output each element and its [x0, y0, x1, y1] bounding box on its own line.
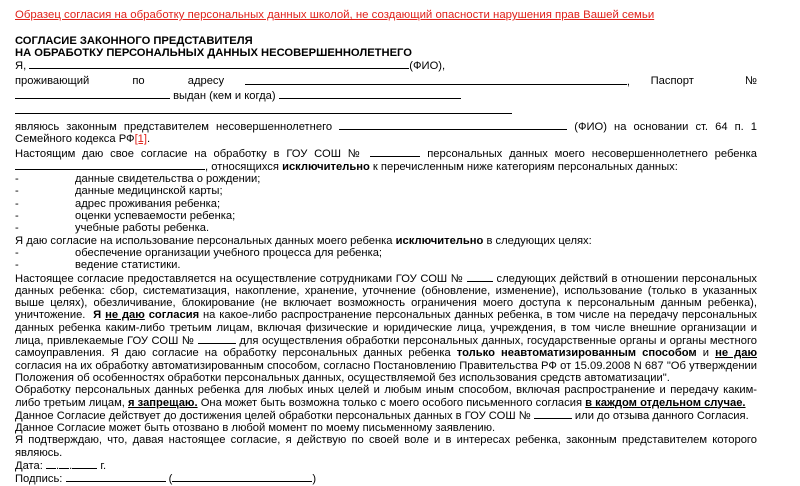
text: оценки успеваемости ребенка;: [75, 210, 236, 223]
label: Семейного кодекса РФ: [15, 133, 135, 146]
title-line-2: НА ОБРАБОТКУ ПЕРСОНАЛЬНЫХ ДАННЫХ НЕСОВЕРШЕННОЛЕТНЕГО: [15, 47, 412, 59]
text: учебные работы ребенка.: [75, 222, 210, 235]
actions-paragraph: [15, 272, 757, 385]
document-title: [15, 35, 757, 59]
revocation-paragraph: Данное Согласие может быть отозвано в любой момент по моему письменному заявлению.: [15, 422, 496, 435]
text: Обработку персональных данных ребенка для любых иных целей и любым иным способом, включая распространение и передачу каким-либо третьим лицам,: [15, 384, 757, 409]
issued-line-2: [15, 104, 757, 119]
label: .: [147, 133, 151, 146]
text: обеспечение организации учебного процесса для ребенка;: [75, 246, 383, 259]
school-number-field[interactable]: [534, 409, 572, 419]
date-label: Дата:: [15, 460, 43, 473]
signature-label: Подпись:: [15, 473, 63, 486]
day-field[interactable]: [46, 459, 56, 469]
passport-label: Паспорт №: [650, 74, 757, 87]
text: в следующих целях:: [486, 234, 592, 247]
text: согласия: [148, 309, 200, 322]
signature-field[interactable]: [66, 472, 166, 482]
year-suffix: г.: [100, 460, 107, 473]
text: и: [702, 347, 710, 360]
text: не даю: [715, 347, 758, 360]
label: (ФИО),: [409, 60, 446, 72]
text: не даю: [105, 309, 145, 322]
school-number-field[interactable]: [467, 272, 493, 282]
comma: ,: [626, 75, 630, 88]
year-field[interactable]: [72, 459, 97, 469]
prohibition-paragraph: [15, 384, 757, 409]
name-line: [15, 59, 757, 74]
issued-by-field-2[interactable]: [15, 104, 512, 114]
consent-paragraph: [15, 147, 757, 174]
title-line-1: СОГЛАСИЕ ЗАКОННОГО ПРЕДСТАВИТЕЛЯ: [15, 35, 253, 47]
text: Настоящее согласие предоставляется на осуществление сотрудниками ГОУ СОШ №: [15, 272, 464, 285]
fio-field[interactable]: [29, 59, 409, 69]
list-item: - данные свидетельства о рождении;: [15, 173, 261, 186]
text: , относящихся: [205, 160, 279, 173]
text: Я даю согласие на использование персональных данных моего ребенка: [15, 234, 393, 247]
text: для осуществления обработки персональных данных, государственные органы и органы местного самоуправления. Я даю согласие на обработку персональных данных ребенка: [15, 335, 757, 360]
purposes-paragraph: [15, 235, 757, 247]
label: проживающий по адресу: [15, 74, 225, 87]
text: исключительно: [282, 160, 370, 173]
list-item: - данные медицинской карты;: [15, 185, 223, 198]
list-item: - оценки успеваемости ребенка;: [15, 210, 236, 223]
text: Я: [93, 309, 102, 322]
child-fio-field[interactable]: [339, 120, 567, 130]
text: исключительно: [395, 234, 484, 247]
text: ведение статистики.: [75, 259, 181, 272]
text: я запрещаю.: [128, 396, 198, 409]
school-number-field[interactable]: [198, 334, 236, 344]
text: данные свидетельства о рождении;: [75, 173, 261, 186]
passport-number-field[interactable]: [15, 89, 170, 99]
list-item: - ведение статистики.: [15, 259, 181, 272]
list-item: - адрес проживания ребенка;: [15, 197, 221, 210]
issued-by-field[interactable]: [279, 89, 461, 99]
list-item: - учебные работы ребенка.: [15, 222, 210, 235]
date-line: [15, 459, 757, 472]
sample-consent-link[interactable]: Образец согласия на обработку персональных данных школой, не создающий опасности нарушения прав Вашей семьи: [15, 9, 655, 21]
paren: (: [168, 473, 173, 486]
text: на какое-либо распространение персональных данных ребенка, в том числе на передачу персональных данных ребенка каким-либо третьим лицам, включая физические и юридические лица, учреждения, в том числе внешние организации и лица, привлекаемые ГОУ СОШ №: [15, 309, 758, 348]
child-name-field[interactable]: [15, 160, 205, 170]
text: Данное Согласие действует до достижения целей обработки персональных данных в ГОУ СОШ №: [15, 409, 531, 422]
passport-line: [15, 89, 757, 104]
footnote-link[interactable]: [1]: [134, 133, 148, 146]
paren: ): [312, 473, 317, 486]
month-field[interactable]: [59, 459, 69, 469]
text: Настоящим даю свое согласие на обработку в ГОУ СОШ №: [15, 147, 364, 160]
address-line: [15, 75, 757, 90]
label: являюсь законным представителем несовершеннолетнего: [15, 121, 333, 133]
label: (ФИО) на основании ст. 64 п. 1: [574, 121, 758, 133]
label: выдан (кем и когда): [173, 90, 276, 102]
validity-paragraph: [15, 409, 757, 422]
confirmation-paragraph: Я подтверждаю, что, давая настоящее согласие, я действую по своей воле и в интересах ребенка, законным представителем которого являюсь.: [15, 434, 757, 459]
signature-name-field[interactable]: [172, 472, 312, 482]
text: данные медицинской карты;: [75, 185, 223, 198]
text: Она может быть возможна только с моего особого письменного согласия: [200, 396, 583, 409]
document: [15, 7, 757, 486]
sep: .: [56, 460, 60, 473]
sep: .: [69, 460, 73, 473]
text: или до отзыва данного Согласия.: [574, 409, 749, 422]
text: к перечисленным ниже категориям персональных данных:: [372, 160, 678, 173]
school-number-field[interactable]: [370, 147, 420, 157]
text: персональных данных моего несовершеннолетнего ребенка: [427, 147, 758, 160]
family-code-line: [15, 133, 757, 145]
text: только неавтоматизированным способом: [456, 347, 697, 360]
text: следующих действий в отношении персональных данных ребенка: сбор, систематизация, накопление, хранение, уточнение (обновление, изменение), использование (только в указанных выше целях), обезличивание, блокирование (не включает возможность ограничения моего доступа к персональным данным ребенка), уничтожение.: [15, 272, 758, 322]
text: адрес проживания ребенка;: [75, 197, 221, 210]
address-field[interactable]: [245, 75, 630, 90]
text: согласия на их обработку автоматизированным способом, согласно Постановлению Правительства РФ от 15.09.2008 N 687 "Об утверждении Положения об особенностях обработки персональных данных, осуществляемой без использования средств автоматизации".: [15, 359, 757, 384]
text: в каждом отдельном случае.: [585, 396, 746, 409]
representative-line: [15, 120, 757, 133]
categories-list: [15, 173, 757, 234]
label: Я,: [15, 60, 27, 72]
purposes-list: [15, 247, 757, 272]
list-item: - обеспечение организации учебного процесса для ребенка;: [15, 246, 383, 259]
